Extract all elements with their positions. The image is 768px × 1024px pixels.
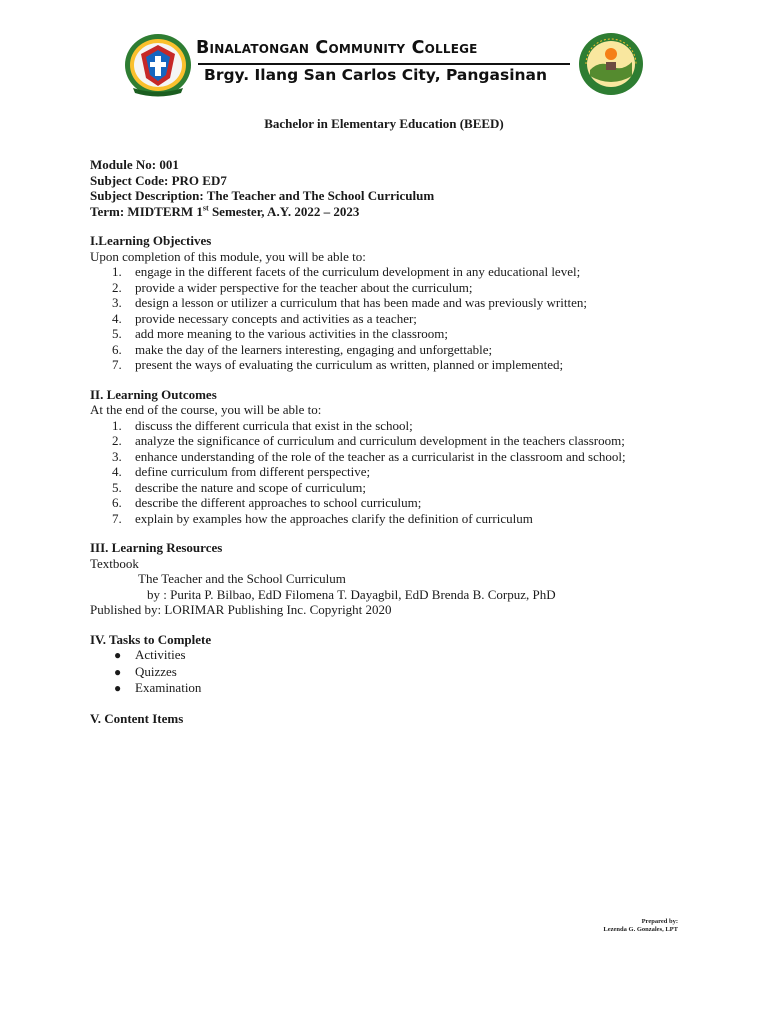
list-item: 3. enhance understanding of the role of the teacher as a curricularist in the classroom and school;	[112, 448, 626, 464]
list-item: 7. explain by examples how the approaches clarify the definition of curriculum	[112, 510, 533, 526]
outcomes-intro: At the end of the course, you will be able to:	[90, 402, 322, 417]
module-number: Module No: 001	[90, 157, 179, 172]
list-item: ● Examination	[114, 680, 202, 695]
learning-resources	[90, 556, 690, 618]
college-seal-icon	[123, 32, 193, 98]
list-item: 1. discuss the different curricula that exist in the school;	[112, 417, 413, 433]
list-item: 1. engage in the different facets of the curriculum development in any educational level;	[112, 264, 581, 279]
prepared-by-name: Lezenda G. Gonzales, LPT	[603, 926, 678, 933]
list-item: 2. provide a wider perspective for the teacher about the curriculum;	[112, 279, 473, 295]
header-rule	[198, 63, 570, 65]
outcomes-list	[90, 418, 690, 527]
list-item: 6. describe the different approaches to school curriculum;	[112, 495, 422, 510]
college-name: Binalatongan Community College	[196, 38, 478, 58]
module-content	[90, 157, 690, 726]
objectives-intro: Upon completion of this module, you will be able to:	[90, 248, 366, 264]
objectives-list	[90, 264, 690, 373]
list-item: 5. describe the nature and scope of curriculum;	[112, 479, 367, 495]
learning-outcomes-heading: II. Learning Outcomes	[90, 386, 217, 402]
book-title: The Teacher and the School Curriculum	[138, 571, 346, 586]
book-authors: by : Purita P. Bilbao, EdD Filomena T. Dayagbil, EdD Brenda B. Corpuz, PhD	[147, 586, 556, 602]
tasks-list	[90, 647, 690, 697]
book-publisher: Published by: LORIMAR Publishing Inc. Copyright 2020	[90, 602, 392, 617]
content-items-heading: V. Content Items	[90, 710, 184, 726]
subject-description: Subject Description: The Teacher and The School Curriculum	[90, 188, 435, 203]
prepared-by	[560, 918, 678, 934]
list-item: 3. design a lesson or utilizer a curriculum that has been made and was previously written;	[112, 295, 587, 310]
city-seal-icon	[578, 32, 644, 96]
term: Term: MIDTERM 1st Semester, A.Y. 2022 – 2023	[90, 203, 360, 219]
bullet-icon: ●	[114, 681, 122, 695]
list-item: ● Activities	[114, 647, 186, 662]
list-item: 5. add more meaning to the various activities in the classroom;	[112, 326, 449, 341]
list-item: 6. make the day of the learners interesting, engaging and unforgettable;	[112, 341, 493, 357]
list-item: 4. provide necessary concepts and activities as a teacher;	[112, 310, 417, 326]
college-address: Brgy. Ilang San Carlos City, Pangasinan	[204, 66, 548, 84]
program-title: Bachelor in Elementary Education (BEED)	[264, 116, 504, 131]
list-item: ● Quizzes	[114, 663, 177, 679]
learning-resources-heading: III. Learning Resources	[90, 540, 223, 555]
resource-type: Textbook	[90, 555, 139, 571]
list-item: 4. define curriculum from different perspective;	[112, 464, 371, 479]
list-item: 2. analyze the significance of curriculum and curriculum development in the teachers classroom;	[112, 433, 625, 448]
bullet-icon: ●	[114, 664, 122, 679]
prepared-by-label: Prepared by:	[641, 918, 678, 925]
list-item: 7. present the ways of evaluating the curriculum as written, planned or implemented;	[112, 357, 564, 372]
learning-objectives-heading: I.Learning Objectives	[90, 233, 212, 248]
bullet-icon: ●	[114, 648, 122, 662]
letterhead	[118, 30, 650, 100]
tasks-heading: IV. Tasks to Complete	[90, 631, 212, 647]
subject-code: Subject Code: PRO ED7	[90, 172, 227, 188]
